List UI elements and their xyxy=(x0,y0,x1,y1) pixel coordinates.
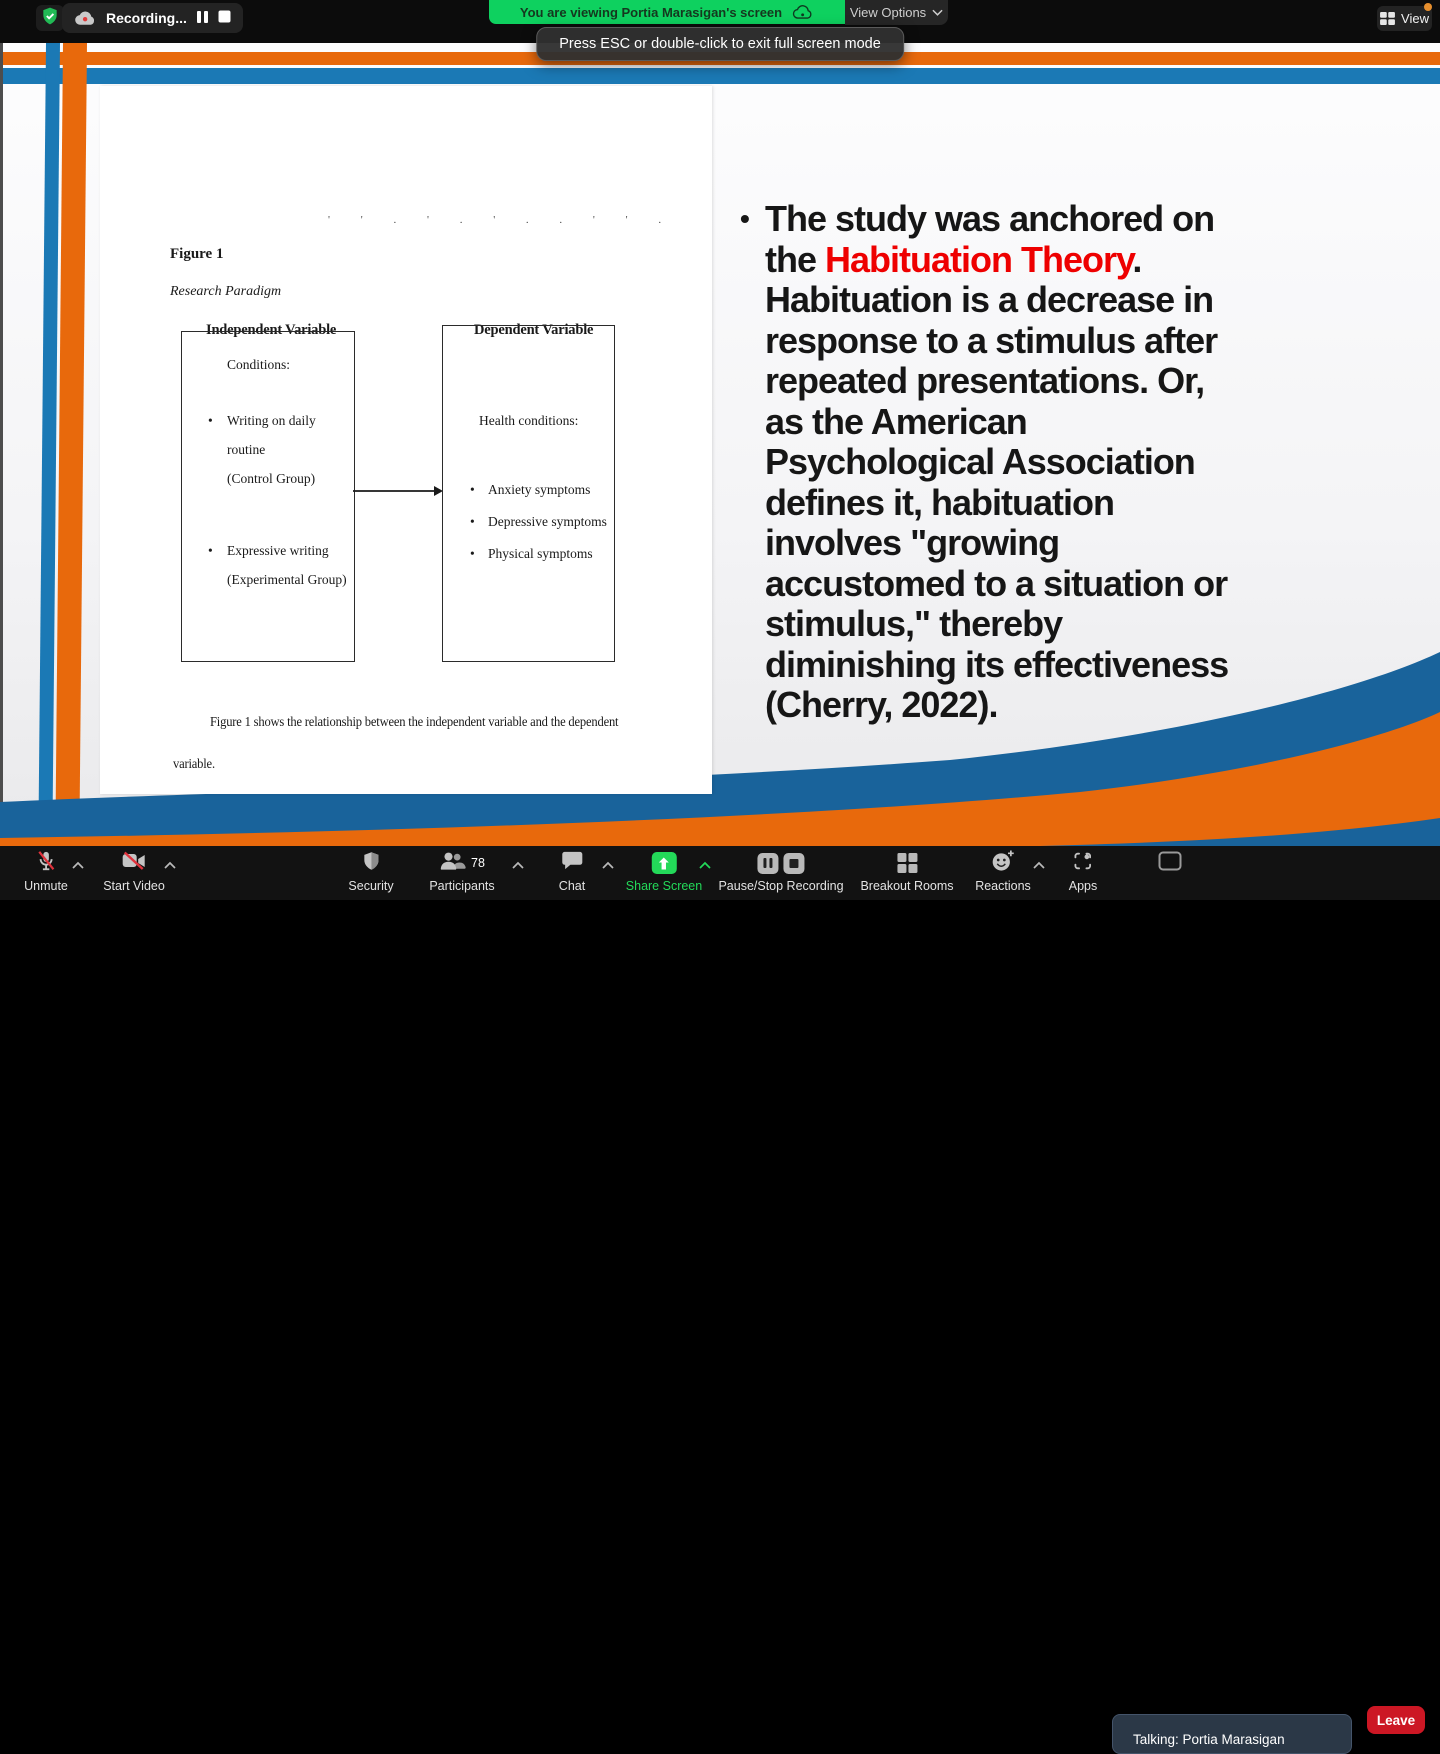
chat-options-caret[interactable] xyxy=(602,856,614,874)
right-box-items xyxy=(488,474,607,570)
bullet-icon: • xyxy=(208,543,213,558)
share-screen-icon xyxy=(652,852,677,874)
participants-label: Participants xyxy=(429,879,495,893)
relationship-arrow xyxy=(353,484,443,498)
reactions-smiley-icon xyxy=(990,849,1016,877)
dependent-variable-header: Dependent Variable xyxy=(474,322,594,338)
apps-icon xyxy=(1072,850,1094,877)
body-line: involves "growing xyxy=(765,522,1060,563)
right-box-heading: Health conditions: xyxy=(479,413,579,428)
independent-variable-box xyxy=(181,331,355,662)
share-screen-button[interactable] xyxy=(626,850,702,893)
figure-caption-line1: Figure 1 shows the relationship between the independent variable and the dependent xyxy=(210,714,619,729)
body-line: (Cherry, 2022). xyxy=(765,684,998,725)
whiteboards-button[interactable] xyxy=(1158,850,1182,876)
bullet-column: • • • xyxy=(470,482,475,561)
shield-icon xyxy=(361,850,381,877)
body-line: Psychological Association xyxy=(765,441,1195,482)
view-button[interactable] xyxy=(1377,6,1432,31)
microphone-muted-icon xyxy=(35,849,57,878)
unmute-label: Unmute xyxy=(24,879,68,893)
body-line: accustomed to a situation or xyxy=(765,562,1228,604)
left-box-heading: Conditions: xyxy=(227,357,291,372)
body-line: as the American xyxy=(765,400,1027,442)
whiteboard-icon xyxy=(1158,851,1182,876)
body-line: Habituation is a decrease in xyxy=(765,279,1214,320)
pause-stop-recording-button[interactable] xyxy=(718,850,843,893)
fullscreen-exit-tooltip: Press ESC or double-click to exit full screen mode xyxy=(536,27,904,61)
figure-caption-line2: variable. xyxy=(173,756,215,771)
highlighted-theory-text: Habituation Theory xyxy=(825,238,1133,280)
breakout-rooms-button[interactable] xyxy=(860,850,953,893)
active-speaker-indicator: Talking: Portia Marasigan xyxy=(1112,1714,1352,1754)
share-options-caret[interactable] xyxy=(699,856,711,874)
viewing-screen-text: You are viewing Portia Marasigan's screen xyxy=(519,4,783,20)
pause-stop-recording-label: Pause/Stop Recording xyxy=(718,879,844,893)
left-box-item-1: Writing on daily routine (Control Group) xyxy=(227,413,316,486)
list-item: Anxiety symptoms xyxy=(488,482,591,497)
viewing-screen-banner xyxy=(489,0,845,24)
body-line: repeated presentations. Or, xyxy=(765,360,1205,401)
slide-top-blue-bar xyxy=(0,68,1440,84)
scan-artifact-marks: ' ' . ' . ' . . ' ' . xyxy=(328,214,676,226)
figure-subtitle: Research Paradigm xyxy=(170,284,282,299)
reactions-options-caret[interactable] xyxy=(1033,856,1045,874)
dependent-variable-box xyxy=(442,325,615,662)
leave-button[interactable]: Leave xyxy=(1367,1706,1425,1734)
independent-variable-header: Independent Variable xyxy=(206,322,337,338)
pause-recording-button[interactable] xyxy=(196,10,209,27)
chat-label: Chat xyxy=(558,879,586,893)
breakout-rooms-label: Breakout Rooms xyxy=(860,879,954,893)
body-line: the Habituation Theory. xyxy=(765,238,1142,280)
participants-button[interactable] xyxy=(429,850,494,893)
apps-label: Apps xyxy=(1068,879,1098,893)
stop-recording-icon[interactable] xyxy=(784,853,805,874)
participants-count: 78 xyxy=(471,856,485,870)
unmute-options-caret[interactable] xyxy=(72,856,84,874)
security-shield-button[interactable] xyxy=(36,5,64,31)
chat-button[interactable] xyxy=(559,850,585,893)
view-label: View xyxy=(1401,11,1429,26)
pause-icon xyxy=(196,10,209,27)
start-video-button[interactable] xyxy=(103,850,165,893)
body-line: The study was anchored on xyxy=(765,198,1215,239)
body-line: stimulus," thereby xyxy=(765,603,1063,644)
reactions-label: Reactions xyxy=(975,879,1031,893)
breakout-rooms-icon xyxy=(897,853,917,873)
video-options-caret[interactable] xyxy=(164,856,176,874)
share-screen-label: Share Screen xyxy=(625,879,703,893)
body-line: defines it, habituation xyxy=(765,481,1115,523)
slide-body-text xyxy=(765,199,1355,726)
recording-indicator xyxy=(62,3,243,33)
participants-options-caret[interactable] xyxy=(512,856,524,874)
participants-icon xyxy=(439,851,466,876)
view-options-button[interactable] xyxy=(845,0,948,25)
recording-label: Recording... xyxy=(106,10,187,26)
security-button[interactable] xyxy=(348,850,393,893)
chevron-down-icon xyxy=(932,9,943,16)
stop-icon xyxy=(218,10,231,26)
stop-recording-button[interactable] xyxy=(218,10,231,26)
pause-recording-icon[interactable] xyxy=(758,853,779,874)
left-box-item-2: Expressive writing (Experimental Group) xyxy=(227,543,347,587)
shield-check-icon xyxy=(40,6,60,31)
bullet-icon: • xyxy=(208,413,213,428)
list-item: Depressive symptoms xyxy=(488,514,607,529)
notification-dot xyxy=(1424,3,1432,11)
bullet-icon: • xyxy=(740,203,750,234)
gallery-view-icon xyxy=(1380,12,1395,25)
body-line: diminishing its effectiveness xyxy=(765,643,1229,685)
unmute-button[interactable] xyxy=(24,850,68,893)
body-line: response to a stimulus after xyxy=(765,319,1218,361)
meeting-toolbar xyxy=(0,846,1440,1747)
figure-label: Figure 1 xyxy=(170,246,224,262)
reactions-button[interactable] xyxy=(975,850,1031,893)
shared-screen-slide xyxy=(0,43,1440,846)
list-item: Physical symptoms xyxy=(488,546,593,561)
recording-cloud-icon xyxy=(74,10,97,26)
security-label: Security xyxy=(348,879,394,893)
start-video-label: Start Video xyxy=(103,879,165,893)
cloud-icon xyxy=(792,5,814,20)
research-paradigm-document xyxy=(100,86,712,794)
camera-off-icon xyxy=(122,850,147,877)
chat-bubble-icon xyxy=(561,850,584,876)
apps-button[interactable] xyxy=(1069,850,1098,893)
view-options-label: View Options xyxy=(849,5,927,20)
